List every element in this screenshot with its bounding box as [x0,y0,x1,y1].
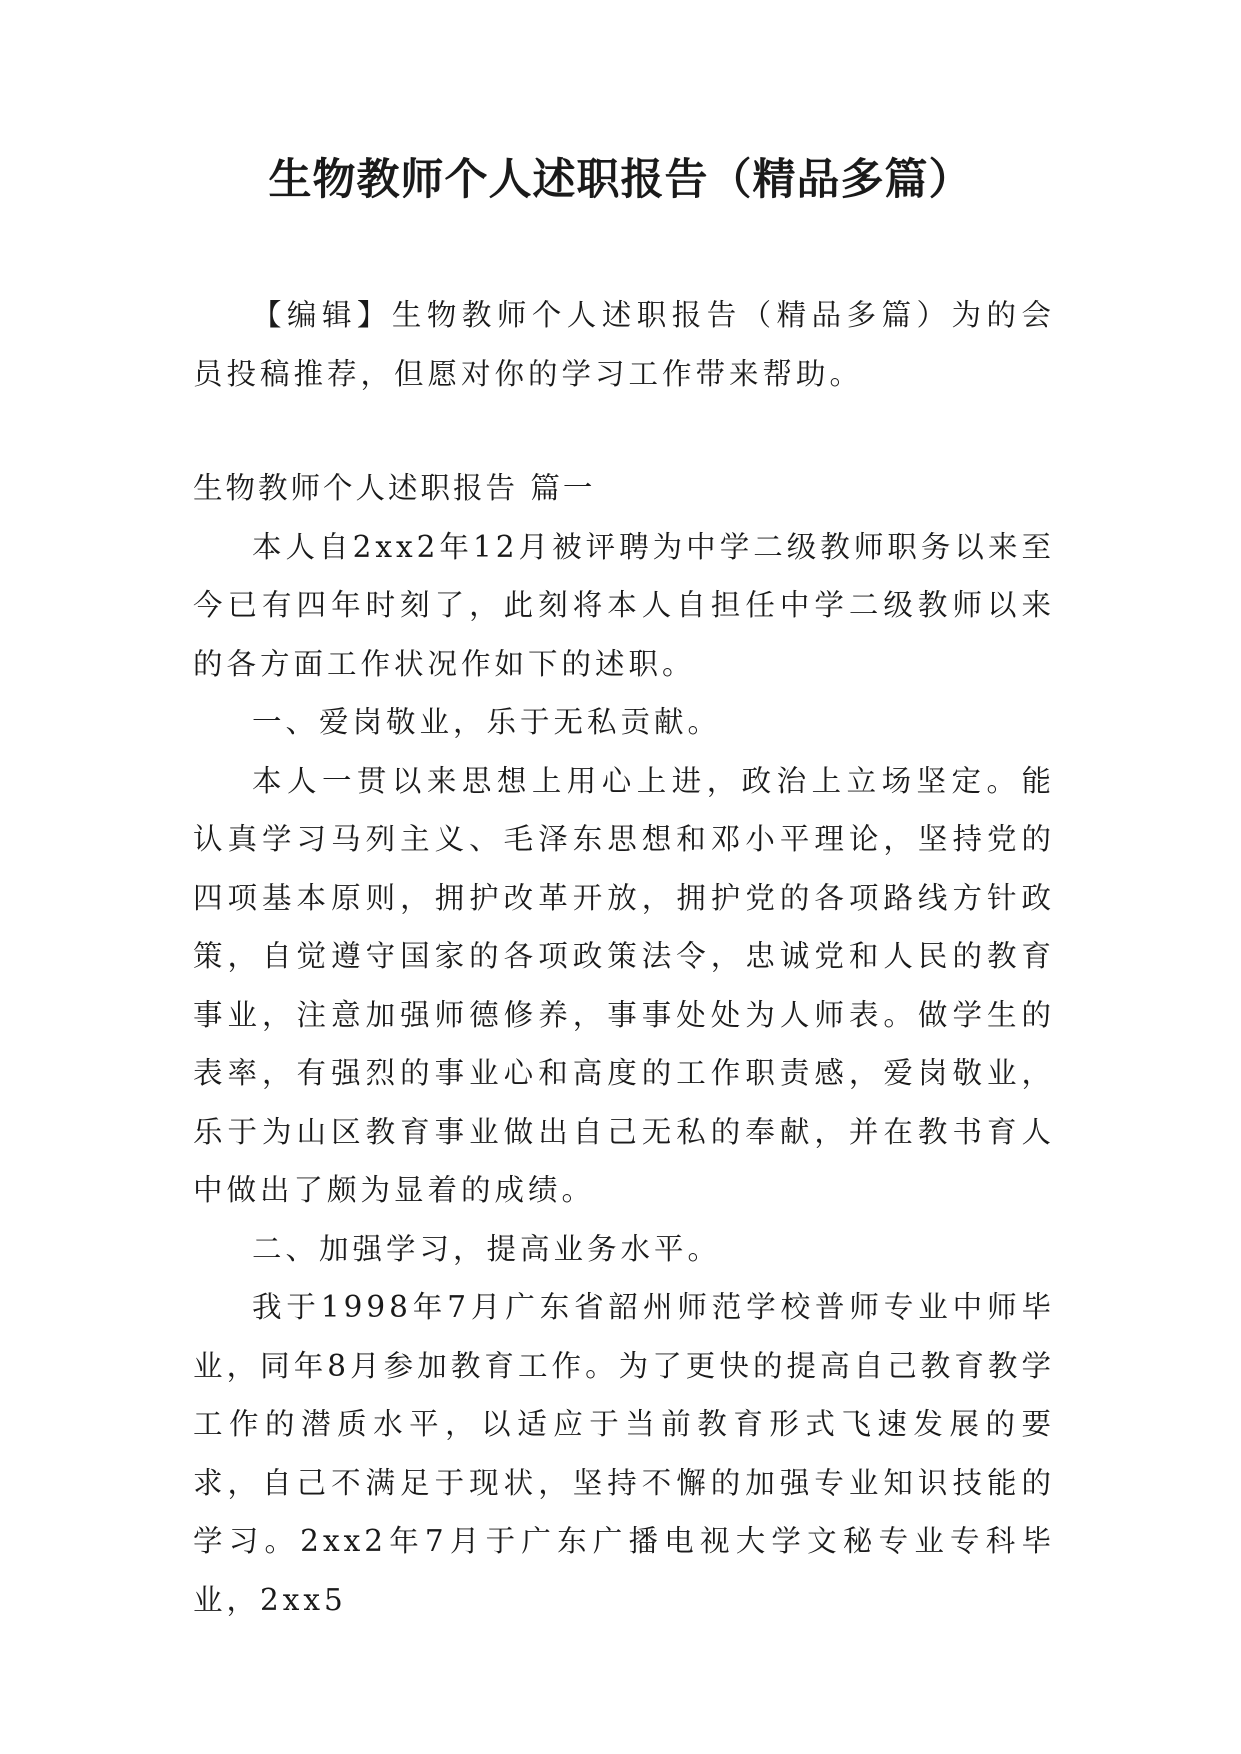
intro-paragraph: 【编辑】生物教师个人述职报告（精品多篇）为的会员投稿推荐，但愿对你的学习工作带来帮助。 [193,298,1055,391]
document-title: 生物教师个人述职报告（精品多篇） [268,155,973,205]
paragraph-1: 本人自2xx2年12月被评聘为中学二级教师职务以来至今已有四年时刻了，此刻将本人自担任中学二级教师以来的各方面工作状况作如下的述职。 [193,529,1055,681]
section-heading: 生物教师个人述职报告 篇一 [193,471,596,505]
paragraph-5: 我于1998年7月广东省韶州师范学校普师专业中师毕业，同年8月参加教育工作。为了更快的提高自己教育教学工作的潜质水平，以适应于当前教育形式飞速发展的要求，自己不满足于现状，坚持不懈的加强专业知识技能的学习。2xx2年7月于广东广播电视大学文秘专业专科毕业，2xx5 [193,1290,1055,1617]
paragraph-4: 二、加强学习，提高业务水平。 [252,1231,722,1266]
main-body [193,459,1055,1629]
paragraph-3: 本人一贯以来思想上用心上进，政治上立场坚定。能认真学习马列主义、毛泽东思想和邓小平理论，坚持党的四项基本原则，拥护改革开放，拥护党的各项路线方针政策，自觉遵守国家的各项政策法令，忠诚党和人民的教育事业，注意加强师德修养，事事处处为人师表。做学生的表率，有强烈的事业心和高度的工作职责感，爱岗敬业，乐于为山区教育事业做出自己无私的奉献，并在教书育人中做出了颇为显着的成绩。 [193,763,1055,1207]
paragraph-2: 一、爱岗敬业，乐于无私贡献。 [252,705,722,739]
intro-block [193,286,1055,403]
